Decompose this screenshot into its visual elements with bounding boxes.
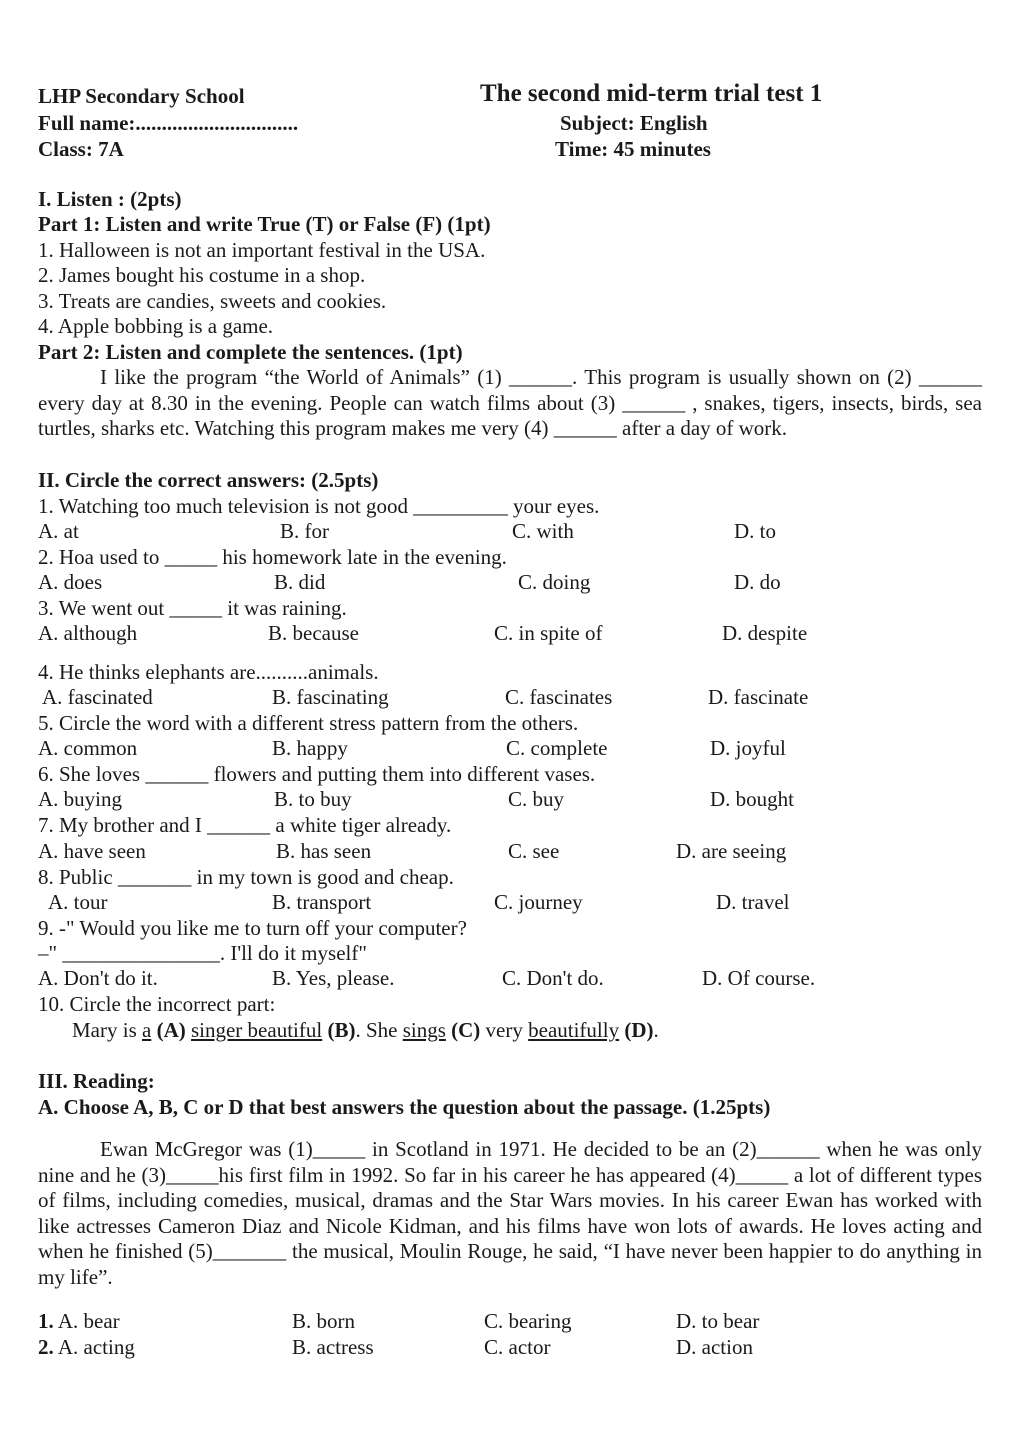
- q10-text: .: [653, 1018, 659, 1042]
- q4-option-a: A. fascinated: [42, 685, 153, 709]
- q1-option-c: C. with: [512, 519, 574, 543]
- question-1: 1. Watching too much television is not good _________ your eyes.: [38, 494, 600, 518]
- r2-option-a: A. acting: [57, 1335, 135, 1359]
- question-8: 8. Public _______ in my town is good and cheap.: [38, 865, 454, 889]
- q10-part-d: beautifully: [528, 1018, 620, 1042]
- r2-option-c: C. actor: [484, 1335, 551, 1359]
- part2-paragraph: [38, 365, 982, 442]
- reading-q1: [38, 1308, 120, 1334]
- q2-option-d: D. do: [734, 570, 781, 594]
- r1-option-d: D. to bear: [676, 1309, 760, 1333]
- class-label: Class: 7A: [38, 137, 124, 161]
- reading-q1-number: 1.: [38, 1309, 54, 1333]
- part1-heading: Part 1: Listen and write True (T) or False (F) (1pt): [38, 212, 491, 236]
- q2-option-c: C. doing: [518, 570, 591, 594]
- question-7: 7. My brother and I ______ a white tiger already.: [38, 813, 452, 837]
- r1-option-c: C. bearing: [484, 1309, 572, 1333]
- q2-option-b: B. did: [274, 570, 326, 594]
- q10-text: very: [480, 1018, 529, 1042]
- q2-option-a: A. does: [38, 570, 103, 594]
- q10-part-a: a: [142, 1018, 152, 1042]
- part2-text: I like the program “the World of Animals” (1) ______. This program is usually shown on (2) ______ every day at 8.30 in the evening. People can watch films about (3) ______ , snakes, tigers, insects, birds, sea turtles, sharks etc. Watching this program makes me very (4) ______ after a day of work.: [38, 365, 982, 440]
- q10-label-c: (C): [445, 1018, 481, 1042]
- question-9: 9. -" Would you like me to turn off your computer?: [38, 916, 467, 940]
- question-2: 2. Hoa used to _____ his homework late in the evening.: [38, 545, 507, 569]
- q6-option-d: D. bought: [710, 787, 794, 811]
- q7-option-b: B. has seen: [276, 839, 372, 863]
- q9-option-d: D. Of course.: [702, 966, 816, 990]
- q1-option-d: D. to: [734, 519, 776, 543]
- q5-option-a: A. common: [38, 736, 138, 760]
- school-name: LHP Secondary School: [38, 84, 245, 108]
- subject-label: Subject: English: [560, 111, 708, 135]
- question-4: 4. He thinks elephants are..........animals.: [38, 660, 379, 684]
- part1-item: 4. Apple bobbing is a game.: [38, 314, 274, 338]
- q6-option-a: A. buying: [38, 787, 122, 811]
- q3-option-d: D. despite: [722, 621, 808, 645]
- r2-option-d: D. action: [676, 1335, 753, 1359]
- q10-label-d: (D): [619, 1018, 654, 1042]
- q10-part-b: singer beautiful: [190, 1018, 323, 1042]
- q3-option-c: C. in spite of: [494, 621, 603, 645]
- time-label: Time: 45 minutes: [555, 137, 711, 161]
- part1-item: 2. James bought his costume in a shop.: [38, 263, 366, 287]
- q6-option-b: B. to buy: [274, 787, 352, 811]
- q7-option-a: A. have seen: [38, 839, 146, 863]
- q7-option-c: C. see: [508, 839, 560, 863]
- q1-option-b: B. for: [280, 519, 329, 543]
- q4-option-d: D. fascinate: [708, 685, 809, 709]
- question-5: 5. Circle the word with a different stress pattern from the others.: [38, 711, 579, 735]
- circle-heading: II. Circle the correct answers: (2.5pts): [38, 468, 379, 492]
- q6-option-c: C. buy: [508, 787, 565, 811]
- reading-q2-number: 2.: [38, 1335, 54, 1359]
- question-3: 3. We went out _____ it was raining.: [38, 596, 347, 620]
- q10-label-a: (A): [151, 1018, 191, 1042]
- q10-text: . She: [355, 1018, 403, 1042]
- q8-option-c: C. journey: [494, 890, 583, 914]
- reading-passage: [38, 1137, 982, 1290]
- q5-option-b: B. happy: [272, 736, 348, 760]
- q1-option-a: A. at: [38, 519, 79, 543]
- r2-option-b: B. actress: [292, 1335, 374, 1359]
- part2-heading: Part 2: Listen and complete the sentences. (1pt): [38, 340, 463, 364]
- question-6: 6. She loves ______ flowers and putting them into different vases.: [38, 762, 596, 786]
- reading-part-a-heading: A. Choose A, B, C or D that best answers the question about the passage. (1.25pts): [38, 1095, 771, 1119]
- q10-part-c: sings: [402, 1018, 446, 1042]
- q8-option-b: B. transport: [272, 890, 372, 914]
- q4-option-b: B. fascinating: [272, 685, 389, 709]
- q9-option-a: A. Don't do it.: [38, 966, 158, 990]
- listen-heading: I. Listen : (2pts): [38, 187, 182, 211]
- q10-text: Mary is: [72, 1018, 142, 1042]
- q9-option-c: C. Don't do.: [502, 966, 604, 990]
- passage-text: Ewan McGregor was (1)_____ in Scotland in 1971. He decided to be an (2)______ when he was only nine and he (3)_____his first film in 1992. So far in his career he has appeared (4)_____ a lot of different types of films, including comedies, musical, dramas and the Star Wars movies. In his career Ewan has worked with like actresses Cameron Diaz and Nicole Kidman, and his films have won lots of awards. He loves acting and when he finished (5)_______ the musical, Moulin Rouge, he said, “I have never been happier to do anything in my life”.: [38, 1137, 982, 1289]
- q3-option-b: B. because: [268, 621, 359, 645]
- full-name-field: Full name:...............................: [38, 111, 299, 135]
- q7-option-d: D. are seeing: [676, 839, 787, 863]
- part1-item: 1. Halloween is not an important festival in the USA.: [38, 238, 486, 262]
- q5-option-c: C. complete: [506, 736, 608, 760]
- q8-option-d: D. travel: [716, 890, 790, 914]
- q10-label-b: (B): [322, 1018, 356, 1042]
- part1-item: 3. Treats are candies, sweets and cookies.: [38, 289, 387, 313]
- q8-option-a: A. tour: [48, 890, 108, 914]
- q3-option-a: A. although: [38, 621, 138, 645]
- q10-sentence: [72, 1017, 659, 1043]
- q9-option-b: B. Yes, please.: [272, 966, 395, 990]
- r1-option-a: A. bear: [57, 1309, 120, 1333]
- reading-heading: III. Reading:: [38, 1069, 155, 1093]
- q9-reply: –" _______________. I'll do it myself": [38, 941, 367, 965]
- q5-option-d: D. joyful: [710, 736, 786, 760]
- reading-q2: [38, 1334, 135, 1360]
- test-title: The second mid-term trial test 1: [480, 80, 823, 107]
- q4-option-c: C. fascinates: [505, 685, 613, 709]
- r1-option-b: B. born: [292, 1309, 355, 1333]
- question-10: 10. Circle the incorrect part:: [38, 992, 276, 1016]
